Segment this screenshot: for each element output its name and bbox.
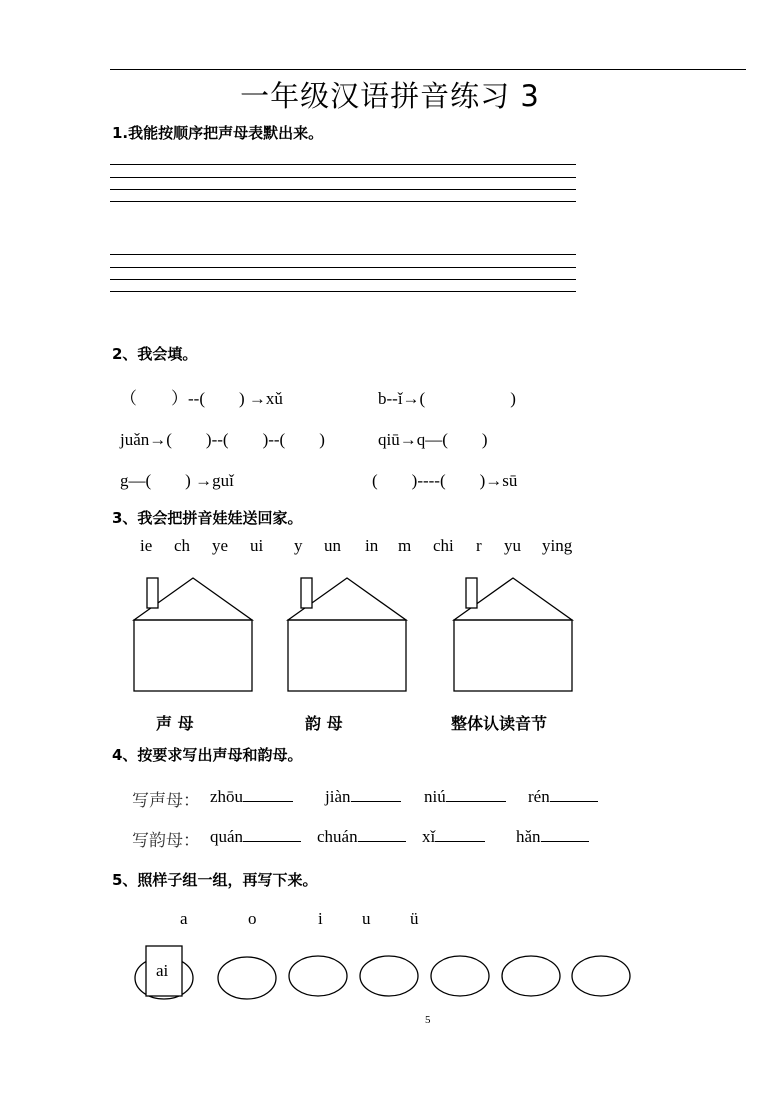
q3-syllable: ie bbox=[140, 536, 153, 555]
q2-item: ( )----( )→sū bbox=[372, 471, 518, 490]
q5-vowel: o bbox=[248, 909, 257, 928]
q3-syllable: yu bbox=[504, 536, 521, 555]
q2-item: g—( ) →guǐ bbox=[120, 471, 234, 490]
q4-item: zhōu bbox=[210, 787, 293, 807]
house-3 bbox=[454, 578, 572, 691]
q3-syllable: ch bbox=[174, 536, 191, 555]
q5-circle bbox=[289, 956, 347, 996]
house-label-shengmu: 声 母 bbox=[156, 714, 194, 733]
q4-item: xǐ bbox=[422, 827, 485, 847]
q5-circles bbox=[135, 946, 630, 999]
q5-circle bbox=[218, 957, 276, 999]
q4-item: jiàn bbox=[325, 787, 401, 807]
q3-syllable: ui bbox=[250, 536, 264, 555]
house-1 bbox=[134, 578, 252, 691]
q5-vowel: ü bbox=[410, 909, 419, 928]
page-title: 一年级汉语拼音练习 3 bbox=[240, 79, 540, 113]
q3-syllable: in bbox=[365, 536, 379, 555]
q2-item: （ ）--( ) →xǔ bbox=[120, 389, 283, 408]
q4-item: rén bbox=[528, 787, 598, 807]
house-2 bbox=[288, 578, 406, 691]
q1-heading: 1.我能按顺序把声母表默出来。 bbox=[112, 124, 324, 142]
house-label-zhengti: 整体认读音节 bbox=[451, 714, 548, 733]
q4-item: hǎn bbox=[516, 827, 589, 847]
q4-heading: 4、按要求写出声母和韵母。 bbox=[112, 746, 303, 764]
q3-syllable: chi bbox=[433, 536, 454, 555]
q3-syllable: y bbox=[294, 536, 303, 555]
page-number: 5 bbox=[425, 1014, 431, 1026]
q5-vowel: u bbox=[362, 909, 371, 928]
q5-circle bbox=[572, 956, 630, 996]
q5-heading: 5、照样子组一组，再写下来。 bbox=[112, 871, 318, 889]
q5-circle bbox=[431, 956, 489, 996]
q5-circle bbox=[502, 956, 560, 996]
q5-vowel: i bbox=[318, 909, 323, 928]
q4-item: quán bbox=[210, 827, 301, 847]
q4-item: chuán bbox=[317, 827, 406, 847]
q4-item: niú bbox=[424, 787, 506, 807]
q3-syllable: ye bbox=[212, 536, 229, 555]
q3-syllable: un bbox=[324, 536, 341, 555]
q5-example-text: ai bbox=[156, 961, 169, 980]
q2-item: qiū→q—( ) bbox=[378, 430, 488, 449]
q5-circle bbox=[360, 956, 418, 996]
q5-vowel: a bbox=[180, 909, 188, 928]
house-label-yunmu: 韵 母 bbox=[305, 714, 343, 733]
q2-item: juǎn→( )--( )--( ) bbox=[120, 430, 325, 449]
q3-syllable: m bbox=[398, 536, 412, 555]
q2-item: b--ǐ→( ) bbox=[378, 389, 516, 408]
q3-syllable: r bbox=[476, 536, 482, 555]
q3-heading: 3、我会把拼音娃娃送回家。 bbox=[112, 509, 303, 527]
q4-label-yunmu: 写韵母： bbox=[132, 831, 200, 851]
q2-heading: 2、我会填。 bbox=[112, 345, 198, 363]
q3-syllable: ying bbox=[542, 536, 573, 555]
q4-label-shengmu: 写声母： bbox=[132, 791, 200, 811]
